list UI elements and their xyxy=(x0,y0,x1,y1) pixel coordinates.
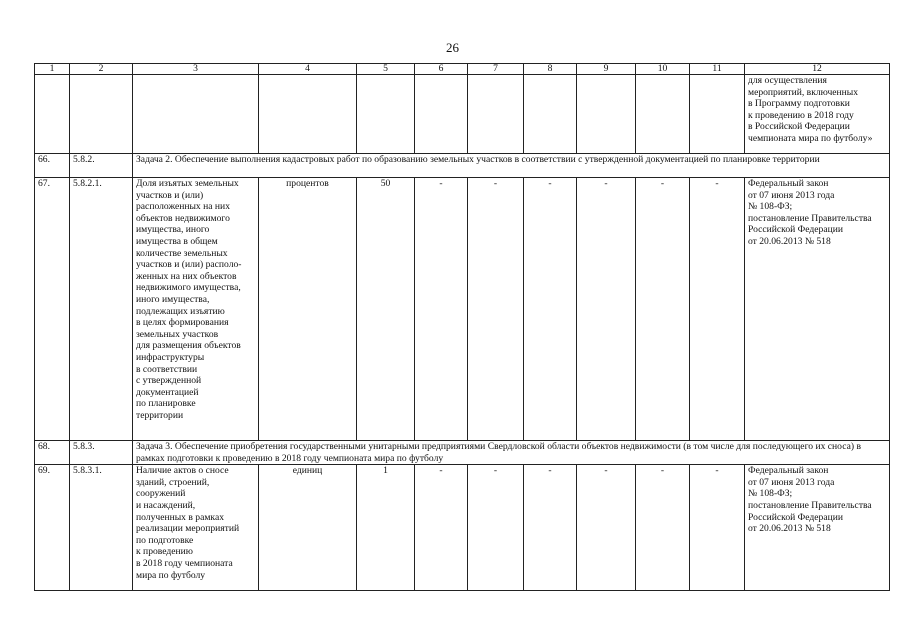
column-number: 2 xyxy=(70,64,133,75)
task-text: Задача 3. Обеспечение приобретения государственными унитарными предприятиями Свердловской области объектов недвижимости (в том числе для последующего их сноса) в рамках подготовки к проведению в 2018 году чемпионата мира по футболу xyxy=(133,441,890,465)
row-number: 67. xyxy=(35,178,70,441)
source-cell: Федеральный закон от 07 июня 2013 года № 108-ФЗ; постановление Правительства Российской Федерации от 20.06.2013 № 518 xyxy=(745,178,890,441)
value-cell: - xyxy=(415,465,468,591)
source-cell: для осуществления мероприятий, включенных в Программу подготовки к проведению в 2018 году в Российской Федерации чемпионата мира по футболу» xyxy=(745,75,890,154)
value-cell: - xyxy=(690,465,745,591)
column-number: 7 xyxy=(468,64,524,75)
column-number: 6 xyxy=(415,64,468,75)
row-code: 5.8.3. xyxy=(70,441,133,465)
column-number: 5 xyxy=(357,64,415,75)
row-number: 69. xyxy=(35,465,70,591)
value-cell: 1 xyxy=(357,465,415,591)
page-number: 26 xyxy=(446,40,459,55)
row-number: 68. xyxy=(35,441,70,465)
column-number: 10 xyxy=(636,64,690,75)
column-number: 12 xyxy=(745,64,890,75)
column-number: 1 xyxy=(35,64,70,75)
column-number: 8 xyxy=(524,64,577,75)
source-cell: Федеральный закон от 07 июня 2013 года № 108-ФЗ; постановление Правительства Российской Федерации от 20.06.2013 № 518 xyxy=(745,465,890,591)
row-number: 66. xyxy=(35,154,70,178)
continuation-row xyxy=(35,75,890,154)
column-number: 4 xyxy=(259,64,357,75)
task-row xyxy=(35,441,890,465)
task-text: Задача 2. Обеспечение выполнения кадастровых работ по образованию земельных участков в соответствии с утвержденной документацией по планировке территории xyxy=(133,154,890,178)
row-code: 5.8.2. xyxy=(70,154,133,178)
column-number: 3 xyxy=(133,64,259,75)
indicator-name: Наличие актов о сносе зданий, строений, сооружений и насаждений, полученных в рамках реализации мероприятий по подготовке к проведению в 2018 году чемпионата мира по футболу xyxy=(133,465,259,591)
column-number: 11 xyxy=(690,64,745,75)
indicator-name: Доля изъятых земельных участков и (или) расположенных на них объектов недвижимого имущества, иного имущества в общем количестве земельных участков и (или) располо- женных на них объектов недвижимого имущества, иного имущества, подлежащих изъятию в целях формирования земельных участков для размещения объектов инфраструктуры в соответствии с утвержденной документацией по планировке территории xyxy=(133,178,259,441)
value-cell: - xyxy=(636,178,690,441)
value-cell: 50 xyxy=(357,178,415,441)
unit-cell: единиц xyxy=(259,465,357,591)
value-cell: - xyxy=(524,178,577,441)
value-cell: - xyxy=(468,465,524,591)
value-cell: - xyxy=(636,465,690,591)
value-cell: - xyxy=(577,465,636,591)
row-code: 5.8.3.1. xyxy=(70,465,133,591)
task-row xyxy=(35,154,890,178)
indicator-row xyxy=(35,465,890,591)
value-cell: - xyxy=(524,465,577,591)
value-cell: - xyxy=(468,178,524,441)
value-cell: - xyxy=(690,178,745,441)
value-cell: - xyxy=(415,178,468,441)
column-number-row xyxy=(35,64,890,75)
indicators-table xyxy=(34,63,890,591)
row-code: 5.8.2.1. xyxy=(70,178,133,441)
unit-cell: процентов xyxy=(259,178,357,441)
value-cell: - xyxy=(577,178,636,441)
indicator-row xyxy=(35,178,890,441)
column-number: 9 xyxy=(577,64,636,75)
